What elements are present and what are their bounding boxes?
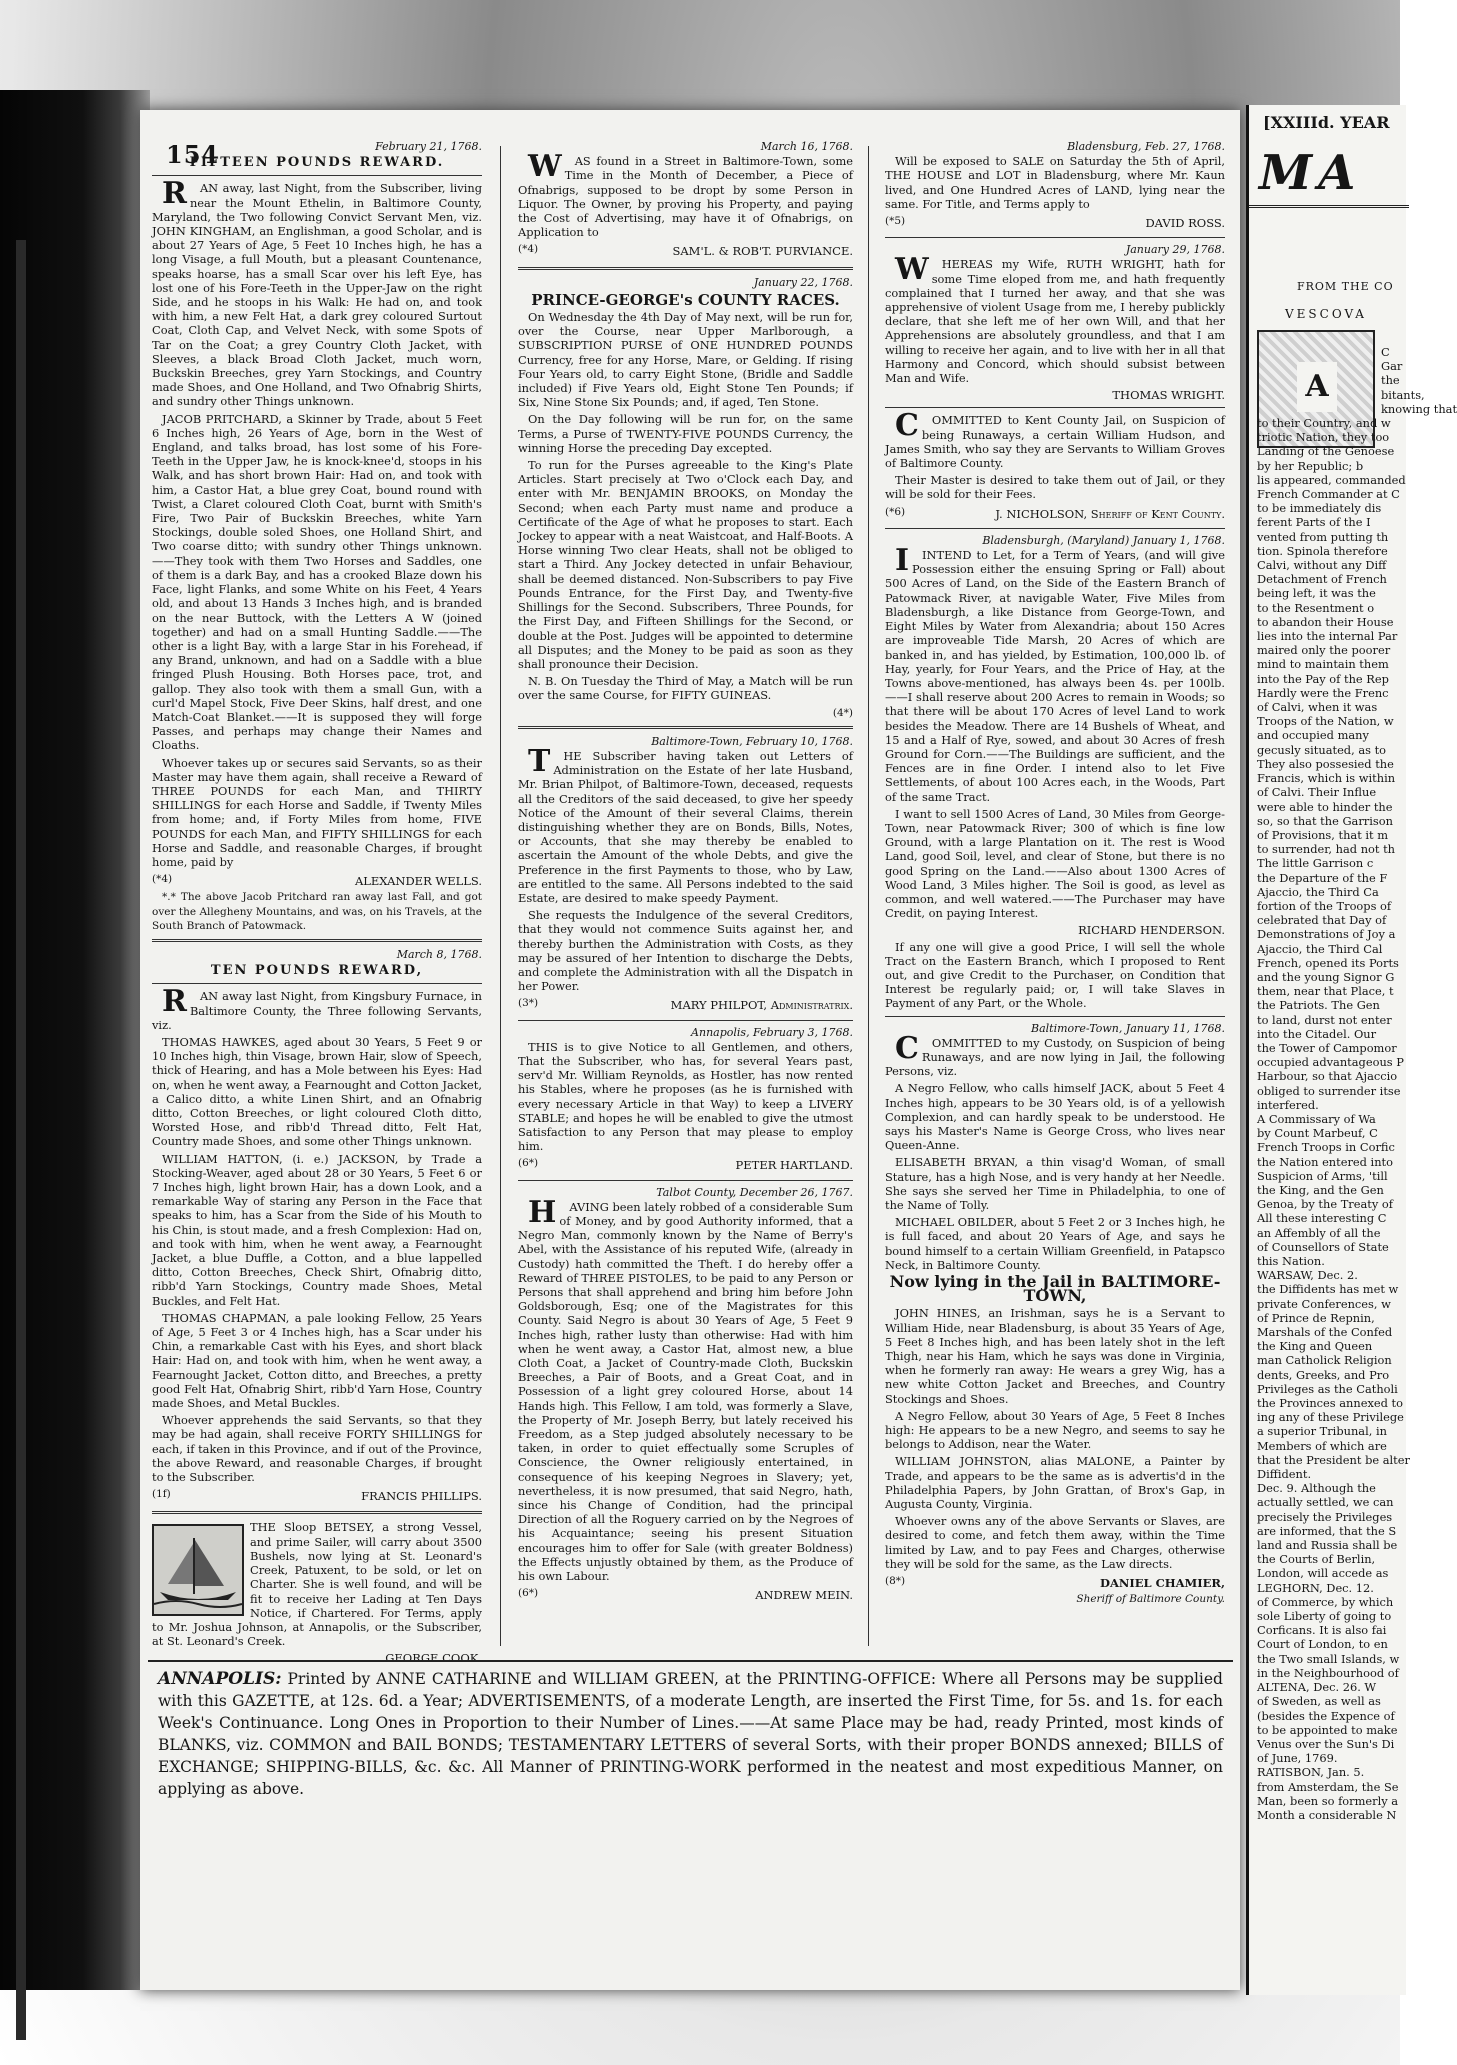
ad-body: THE Subscriber having taken out Letters of Administration on the Estate of her late Husband, Mr. Brian Philpot, of Baltimore-Town, deceased, requests all the Creditors of the said deceased, to give her speedy Notice of the Amount of their several Claims, therein distinguishing whether they are on Bonds, Bills, Notes, or Accounts, that she may thereby be enabled to ascertain the Amount of the whole Debts, and give the Preference in the first Payments to those, who by Law, are entitled to the same. All Persons indebted to the said Estate, are desired to make speedy Payment.: [518, 743, 853, 905]
facing-page-line: French Commander at C: [1257, 487, 1400, 502]
facing-page-line: ferent Parts of the I: [1257, 515, 1371, 530]
ad-date: Baltimore-Town, February 10, 1768.: [651, 734, 853, 748]
facing-page-line: the Diffidents has met w: [1257, 1282, 1399, 1297]
divider: [518, 1020, 853, 1021]
facing-page-line: Ajaccio, the Third Cal: [1257, 941, 1383, 956]
ad-mark: (6*): [518, 1157, 539, 1170]
ad-mark: (*5): [885, 215, 906, 228]
facing-page-line: Francis, which is within: [1257, 771, 1396, 786]
ad-mark: (*6): [885, 505, 906, 518]
facing-page-line: LEGHORN, Dec. 12.: [1257, 1580, 1374, 1595]
facing-page-line: of June, 1769.: [1257, 1751, 1338, 1766]
ad-signature: FRANCIS PHILLIPS.: [361, 1489, 482, 1504]
facing-page-line: an Affembly of all the: [1257, 1225, 1381, 1240]
ad-mark: (*4): [518, 243, 539, 256]
divider: [1249, 205, 1409, 208]
facing-page-line: Venus over the Sun's Di: [1257, 1736, 1395, 1751]
facing-page-line: French Troops in Corfic: [1257, 1140, 1395, 1155]
facing-page-line: in the Neighbourhood of: [1257, 1665, 1399, 1680]
ad-signature: DANIEL CHAMIER,: [1099, 1576, 1225, 1591]
facing-page-line: Dec. 9. Although the: [1257, 1481, 1376, 1496]
ad-mark: (3*): [518, 997, 539, 1010]
ad-date: February 21, 1768.: [375, 140, 482, 153]
facing-page-line: RATISBON, Jan. 5.: [1257, 1765, 1365, 1780]
column-rule-1: [500, 146, 501, 1646]
facing-page-line: to be appointed to make: [1257, 1722, 1398, 1737]
page-number: 154: [166, 140, 220, 169]
facing-page-line: to surrender, had not th: [1257, 842, 1396, 857]
ship-icon: [154, 1526, 242, 1614]
facing-page-line: Diffident.: [1257, 1467, 1312, 1482]
facing-page-line: Suspicion of Arms, 'till: [1257, 1168, 1388, 1183]
facing-page-line: French, opened its Ports: [1257, 955, 1399, 970]
ad-body: IINTEND to Let, for a Term of Years, (and will give Possession either the ensuing Spring or Fall) about 500 Acres of Land, on the Side of the Eastern Branch of Patowmack River, at navigable Water, Five Miles from Bladensburgh, a like Distance from George-Town, and Eight Miles by Water from Alexandria; about 150 Acres are improveable Tide Marsh, 20 Acres of which are banked in, and has yielded, by Estimation, 100,000 lb. of Hay, yearly, for Four Years, and the Price of Hay, at the Towns above-mentioned, has always been 4s. per 100lb.——I shall reserve about 200 Acres to remain in Woods; so that there will be about 170 Acres of level Land to work besides the Meadow. There are 14 Bushels of Wheat, and 15 and a Half of Rye, sowed, and about 30 Acres of fresh Ground for Corn.——The Buildings are sufficient, and the Fences are in fine Order. I intend also to let Five Settlements, of about 100 Acres each, in the Woods, Part of the same Tract.: [885, 543, 1225, 804]
facing-page-line: to be immediately dis: [1257, 501, 1382, 516]
facing-page-line: obliged to surrender itse: [1257, 1083, 1401, 1098]
ad-date: March 16, 1768.: [760, 140, 853, 153]
facing-page-line: Ajaccio, the Third Ca: [1257, 884, 1379, 899]
ad-body: HAVING been lately robbed of a considerable Sum of Money, and by good Authority informed, that a Negro Man, commonly known by the Name of Berry's Abel, with the Assistance of his reputed Wife, (already in Custody) hath committed the Theft. I do hereby offer a Reward of THREE PISTOLES, to be paid to any Person or Persons that shall apprehend and bring him before John Goldsborough, Esq; one of the Magistrates for this County. Said Negro is about 30 Years of Age, 5 Feet 9 Inches high, rather lusty than otherwise: Had with him when he went away, a Castor Hat, almost new, a blue Cloth Coat, a Jacket of Country-made Cloth, Buckskin Breeches, a Pair of Boots, and a Great Coat, and in Possession of a light grey coloured Horse, about 14 Hands high. This Fellow, I am told, was formerly a Slave, the Property of Mr. Joseph Berry, but lately received his Freedom, as a Step judged absolutely necessary to be taken, in order to quiet effectually some Scruples of Conscience, the Owner religiously entertained, in consequence of his keeping Negroes in Slavery; yet, nevertheless, it is now presumed, that said Negro, hath, since his Change of Condition, had the principal Direction of all the Roguery carried on by the Negroes of his Acquaintance; seeing his present Situation encourages him to offer for Sale (with greater Boldness) the Effects unjustly obtained by them, as the Produce of his own Labour.: [518, 1194, 853, 1584]
newspaper-page: [140, 110, 1240, 1990]
ad-body: JOHN HINES, an Irishman, says he is a Servant to William Hide, near Bladensburg, is about 35 Years of Age, 5 Feet 8 Inches high, and has been lately shot in the left Thigh, near his Ham, which he says was done in Virginia, when he formerly ran away: He wears a grey Wig, has a new white Cotton Jacket and Breeches, and Country Stockings and Shoes.: [885, 1306, 1225, 1406]
facing-page-line: this Nation.: [1257, 1254, 1325, 1268]
ad-date: Annapolis, February 3, 1768.: [691, 1025, 853, 1039]
facing-page-line: Detachment of French: [1257, 572, 1387, 587]
facing-page-line: Landing of the Genoese: [1257, 444, 1395, 459]
ad-signature: THOMAS WRIGHT.: [1112, 388, 1225, 403]
column-1: [152, 140, 482, 1666]
ad-signature: SAM'L. & ROB'T. PURVIANCE.: [672, 244, 853, 259]
facing-page-line: Harbour, so that Ajaccio: [1257, 1069, 1398, 1084]
ad-body: MICHAEL OBILDER, about 5 Feet 2 or 3 Inches high, he is full faced, and about 20 Years of Age, and says he bound himself to a certain William Greenfield, in Patapsco Neck, in Baltimore County.: [885, 1215, 1225, 1272]
column-rule-2: [868, 146, 869, 1646]
facing-page-line: the Nation entered into: [1257, 1154, 1393, 1169]
facing-page-line: and occupied many: [1257, 728, 1369, 743]
facing-page-line: of Commerce, by which: [1257, 1594, 1394, 1609]
facing-page-line: that the President be alter: [1257, 1452, 1410, 1467]
facing-page-line: of Provisions, that it m: [1257, 827, 1389, 842]
facing-page-line: Man, been so formerly a: [1257, 1793, 1399, 1808]
facing-page-line: of Sweden, as well as: [1257, 1694, 1381, 1709]
ad-date: March 8, 1768.: [396, 947, 482, 961]
facing-page-line: the: [1381, 373, 1400, 388]
facing-page-line: London, will accede as: [1257, 1566, 1389, 1581]
facing-page-line: lis appeared, commanded: [1257, 472, 1406, 487]
facing-page-line: the Tower of Campomor: [1257, 1040, 1397, 1055]
facing-page-line: them, near that Place, t: [1257, 984, 1394, 999]
facing-page-line: ing any of these Privilege: [1257, 1410, 1404, 1425]
facing-page: [1246, 105, 1457, 1995]
facing-page-line: Court of London, to en: [1257, 1637, 1388, 1652]
ad-body: THOMAS CHAPMAN, a pale looking Fellow, 25 Years of Age, 5 Feet 3 or 4 Inches high, has a Scar under his Chin, a remarkable Cast with his Eyes, and short black Hair: Had on, and took with him, when he went away, a Fearnought Jacket, Cotton ditto, and Breeches, a pretty good Felt Hat, Ofnabrig Shirt, ribb'd Yarn Hose, Country made Shoes, and Metal Buckles.: [152, 1310, 482, 1411]
ad-date: Baltimore-Town, January 11, 1768.: [1031, 1021, 1225, 1035]
facing-page-line: to the Resentment o: [1257, 600, 1375, 615]
ad-date: Talbot County, December 26, 1767.: [656, 1185, 853, 1199]
facing-page-line: All these interesting C: [1257, 1211, 1387, 1226]
facing-page-line: triotic Nation, they too: [1257, 430, 1390, 445]
facing-page-line: mind to maintain them: [1257, 657, 1389, 672]
ad-signature: ANDREW MEIN.: [755, 1588, 853, 1603]
divider: [885, 528, 1225, 529]
column-3: [885, 140, 1225, 1660]
facing-page-line: to land, durst not enter: [1257, 1012, 1392, 1027]
divider: [152, 1511, 482, 1514]
facing-page-line: Corficans. It is also fai: [1257, 1623, 1387, 1638]
facing-page-line: fortion of the Troops of: [1257, 898, 1392, 913]
ad-body: Their Master is desired to take them out of Jail, or they will be sold for their Fees.: [885, 473, 1225, 502]
facing-page-line: maired only the poorer: [1257, 643, 1391, 658]
facing-page-line: man Catholick Religion: [1257, 1353, 1392, 1368]
facing-page-line: Members of which are: [1257, 1438, 1387, 1453]
facing-page-year: [XXIIId. YEAR: [1263, 113, 1390, 132]
ad-body: COMMITTED to my Custody, on Suspicion of being Runaways, and are now lying in Jail, the following Persons, viz.: [885, 1030, 1225, 1079]
ship-woodcut: [152, 1524, 244, 1616]
divider: [518, 726, 853, 729]
facing-page-line: being left, it was the: [1257, 586, 1376, 601]
facing-page-line: C: [1381, 345, 1390, 359]
facing-page-line: private Conferences, w: [1257, 1296, 1391, 1311]
facing-page-line: tion. Spinola therefore: [1257, 543, 1388, 558]
facing-page-line: sole Liberty of going to: [1257, 1609, 1392, 1624]
ad-body: THE Sloop BETSEY, a strong Vessel, and prime Sailer, will carry about 3500 Bushels, now lying at St. Leonard's Creek, Patuxent, to be sold, or let on Charter. She is well found, and will be fit to receive her Lading at Ten Days Notice, if Chartered. For Terms, apply to Mr. Joshua Johnson, at Annapolis, or the Subscriber, at St. Leonard's Creek.: [152, 1520, 482, 1649]
divider: [885, 407, 1225, 408]
divider: [885, 237, 1225, 238]
facing-page-line: lies into the internal Par: [1257, 629, 1398, 644]
ad-body: A Negro Fellow, about 30 Years of Age, 5 Feet 8 Inches high: He appears to be a new Negro, and seems to say he belongs to Addison, near the Water.: [885, 1408, 1225, 1452]
facing-page-line: Genoa, by the Treaty of: [1257, 1197, 1393, 1212]
ad-body: Will be exposed to SALE on Saturday the 5th of April, THE HOUSE and LOT in Bladensburg, where Mr. Kaun lived, and One Hundred Acres of LAND, lying near the same. For Title, and Terms apply to: [885, 154, 1225, 211]
imprint-lead: ANNAPOLIS:: [158, 1669, 282, 1689]
ad-signature: GEORGE COOK.: [385, 1651, 482, 1666]
facing-page-line: bitants,: [1381, 387, 1425, 402]
ad-body: RAN away, last Night, from the Subscriber, living near the Mount Ethelin, in Baltimore County, Maryland, the Two following Convict Servant Men, viz. JOHN KINGHAM, an Englishman, a good Scholar, and is about 27 Years of Age, 5 Feet 10 Inches high, he has a long Visage, a full Mouth, but a pleasant Countenance, speaks hoarse, has a small Scar over his left Eye, has lost one of his Fore-Teeth in the Upper-Jaw on the right Side, and he stoops in his Walk: He had on, and took with him, a new Felt Hat, a dark grey coloured Surtout Coat, Cloth Cap, and Velvet Neck, with some Spots of Tar on the Coat; a grey Country Cloth Jacket, with Sleeves, a black Broad Cloth Jacket, much worn, Buckskin Breeches, grey Yarn Stockings, and Country made Shoes, and One Holland, and Two Ofnabrig Shirts, and sundry other Things unknown.: [152, 176, 482, 409]
ornamental-initial-letter: A: [1297, 362, 1337, 412]
facing-page-line: Privileges as the Catholi: [1257, 1381, 1398, 1396]
ad-body: To run for the Purses agreeable to the King's Plate Articles. Start precisely at Two o'Clock each Day, and enter with Mr. BENJAMIN BROOKS, on Monday the Second; when each Party must name and produce a Certificate of the Age of what he proposes to start. Each Jockey to appear with a neat Waistcoat, and Half-Boots. A Horse winning Two clear Heats, shall not be obliged to start a Third. Any Jockey detected in unfair Behaviour, shall be deemed distanced. Non-Subscribers to pay Five Pounds Entrance, for the First Day, and Twenty-five Shillings for the Second. Subscribers, Three Pounds, for the First Day, and Fifteen Shillings for the Second, or double at the Post. Judges will be appointed to determine all Disputes; and the Money to be paid as soon as they shall pronounce their Decision.: [518, 458, 853, 671]
ad-body: WILLIAM JOHNSTON, alias MALONE, a Painter by Trade, and appears to be the same as is advertis'd in the Philadelphia Papers, by John Grattan, of Brox's Gap, in Augusta County, Virginia.: [885, 1454, 1225, 1512]
ad-signature: RICHARD HENDERSON.: [1078, 923, 1225, 938]
facing-page-line: Troops of the Nation, w: [1257, 714, 1394, 729]
facing-page-line: interfered.: [1257, 1097, 1319, 1112]
facing-page-line: the Courts of Berlin,: [1257, 1552, 1376, 1567]
ad-date: January 22, 1768.: [753, 275, 853, 289]
facing-page-line: the Departure of the F: [1257, 870, 1388, 885]
facing-page-line: dents, Greeks, and Pro: [1257, 1367, 1390, 1382]
facing-page-line: by Count Marbeuf, C: [1257, 1126, 1378, 1141]
ad-note: *.* The above Jacob Pritchard ran away last Fall, and got over the Allegheny Mountains, and was, on his Travels, at the South Branch of Patowmack.: [152, 891, 482, 932]
ad-mark: (8*): [885, 1575, 906, 1588]
ad-date: Bladensburg, Feb. 27, 1768.: [1067, 140, 1225, 153]
ad-body: WILLIAM HATTON, (i. e.) JACKSON, by Trade a Stocking-Weaver, aged about 28 or 30 Years, 5 Feet 6 or 7 Inches high, light brown Hair, has a down Look, and a remarkable Way of staring any Person in the Face that speaks to him, has a Scar from the Side of his Mouth to his Chin, is stout made, and a fresh Complexion: Had on, and took with him, when he went away, a Fearnought Jacket, a blue Duffle, a Cotton, and a blue lappelled ditto, Cotton Breeches, Check Shirt, Ofnabrig ditto, ribb'd Yarn Stockings, Country made Shoes, Metal Buckles, and Felt Hat.: [152, 1151, 482, 1308]
column-2: [518, 140, 853, 1660]
facing-page-line: the Two small Islands, w: [1257, 1651, 1400, 1666]
facing-page-line: a superior Tribunal, in: [1257, 1424, 1387, 1439]
facing-page-line: celebrated that Day of: [1257, 913, 1387, 928]
ad-body: Whoever takes up or secures said Servants, so as their Master may have them again, shall receive a Reward of THREE POUNDS for each Man, and THIRTY SHILLINGS for each Horse and Saddle, if Twenty Miles from home; and, if Forty Miles from home, FIVE POUNDS for each Man, and FIFTY SHILLINGS for each Horse and Saddle, and reasonable Charges, if brought home, paid by: [152, 755, 482, 869]
ad-body: Whoever apprehends the said Servants, so that they may be had again, shall receive FORTY SHILLINGS for each, if taken in this Province, and if out of the Province, the above Reward, and reasonable Charges, if brought to the Subscriber.: [152, 1413, 482, 1485]
ad-body: If any one will give a good Price, I will sell the whole Tract on the Eastern Branch, which I proposed to Rent out, and give Credit to the Purchaser, on Condition that Interest be regularly paid; or, I will take Slaves in Payment of any Part, or the Whole.: [885, 939, 1225, 1011]
facing-page-line: ALTENA, Dec. 26. W: [1257, 1680, 1377, 1695]
ad-heading: TEN POUNDS REWARD,: [210, 963, 424, 979]
facing-page-line: were able to hinder the: [1257, 799, 1393, 814]
facing-page-line: to their Country, and w: [1257, 416, 1391, 431]
divider: [152, 983, 482, 984]
divider: [152, 175, 482, 176]
book-binding-shadow: [0, 90, 150, 1990]
facing-page-dateline: FROM THE CO: [1297, 280, 1394, 293]
facing-page-line: of Calvi, when it was: [1257, 700, 1378, 715]
facing-page-heading: VESCOVA: [1285, 307, 1367, 321]
facing-page-line: and the young Signor G: [1257, 969, 1395, 984]
facing-page-line: of Calvi. Their Influe: [1257, 785, 1377, 800]
divider: [518, 267, 853, 270]
facing-page-line: precisely the Privileges: [1257, 1509, 1393, 1524]
ad-heading: PRINCE-GEORGE's COUNTY RACES.: [531, 290, 840, 309]
facing-page-line: actually settled, we can: [1257, 1495, 1394, 1510]
facing-page-line: land and Russia shall be: [1257, 1538, 1398, 1553]
ad-signature-title: Sheriff of Baltimore County.: [1076, 1593, 1225, 1606]
ad-heading: Now lying in the Jail in BALTIMORE-TOWN,: [889, 1272, 1221, 1306]
ad-body: THIS is to give Notice to all Gentlemen, and others, That the Subscriber, who has, for several Years past, serv'd Mr. William Reynolds, as Hostler, has now rented his Stables, where he proposes (as he is furnished with every necessary Article in that Way) to keep a LIVERY STABLE; and hopes he will be enabled to give the utmost Satisfaction to any Person that may please to employ him.: [518, 1039, 853, 1154]
facing-page-line: of Prince de Repnin,: [1257, 1310, 1375, 1325]
ad-body: JACOB PRITCHARD, a Skinner by Trade, about 5 Feet 6 Inches high, 26 Years of Age, born in the West of England, and talks broad, has lost some of his Fore-Teeth in the Upper Jaw, he is knock-knee'd, stoops in his Walk, and has short brown Hair: Had on, and took with him, a Castor Hat, a blue grey Coat, bound round with Twist, a Claret coloured Cloth Coat, burnt with Smith's Fire, Two Pair of Buckskin Breeches, white Yarn Stockings, double soled Shoes, one Holland Shirt, and Two coarse ditto; with sundry other Things unknown.——They took with them Two Horses and Saddles, one of them is a dark Bay, and has a crooked Blaze down his Face, light Flanks, and some White on his Feet, 4 Years old, and about 13 Hands 3 Inches high, and is branded on the near Buttock, with the Letters A W (joined together) and had on a small Hunting Saddle.——The other is a light Bay, with a large Star in his Forehead, if any Brand, unknown, and had on a Saddle with a blue fringed Plush Housing. Both Horses pace, trot, and gallop. They also took with them a small Gun, with a curl'd Mapel Stock, Five Deer Skins, half drest, and one Match-Coat Blanket.——It is supposed they will forge Passes, and perhaps may change their Names and Cloaths.: [152, 411, 482, 753]
facing-page-line: A Commissary of Wa: [1257, 1111, 1376, 1126]
facing-page-line: The little Garrison c: [1257, 856, 1374, 871]
ad-body: She requests the Indulgence of the several Creditors, that they would not commence Suits against her, and thereby burthen the Administration with Costs, as they may be assured of her Intention to discharge the Debts, and complete the Administration with all the Dispatch in her Power.: [518, 908, 853, 994]
facing-page-line: (besides the Expence of: [1257, 1708, 1395, 1723]
facing-page-masthead: MA: [1259, 145, 1362, 201]
binding-edge: [16, 240, 26, 2040]
facing-page-line: the Provinces annexed to: [1257, 1396, 1403, 1411]
ad-date: January 29, 1768.: [1125, 243, 1225, 257]
ad-body: I want to sell 1500 Acres of Land, 30 Miles from George-Town, near Patowmack River; 300 of which is fine low Ground, with a large Plantation on it. The rest is Wood Land, good Soil, level, and clear of Stone, but there is no good Spring on the Land.——Also about 1300 Acres of Wood Land, 3 Miles higher. The Soil is good, as level as common, and well watered.——The Purchaser may have Credit, on paying Interest.: [885, 806, 1225, 921]
ad-signature: ALEXANDER WELLS.: [354, 874, 482, 889]
ad-body: A Negro Fellow, who calls himself JACK, about 5 Feet 4 Inches high, appears to be 30 Years old, is of a yellowish Complexion, and can hardly speak to be understood. He says his Master's Name is George Cross, who lives near Queen-Anne.: [885, 1081, 1225, 1153]
facing-page-line: the King and Queen: [1257, 1339, 1373, 1354]
ad-body: N. B. On Tuesday the Third of May, a Match will be run over the same Course, for FIFTY GUINEAS.: [518, 674, 853, 703]
facing-page-line: They also possesied the: [1257, 756, 1394, 771]
ad-signature: J. NICHOLSON, Sheriff of Kent County.: [995, 506, 1225, 521]
divider: [885, 1016, 1225, 1017]
ad-signature: DAVID ROSS.: [1145, 216, 1225, 231]
ad-mark: (6*): [518, 1587, 539, 1600]
facing-page-line: are informed, that the S: [1257, 1523, 1397, 1538]
facing-page-line: Hardly were the Frenc: [1257, 685, 1389, 700]
facing-page-line: Month a considerable N: [1257, 1807, 1397, 1822]
ad-body: RAN away last Night, from Kingsbury Furnace, in Baltimore County, the Three following Servants, viz.: [152, 984, 482, 1032]
facing-page-line: to abandon their House: [1257, 614, 1394, 629]
divider: [518, 1180, 853, 1181]
ad-signature: PETER HARTLAND.: [735, 1158, 853, 1173]
divider: [152, 939, 482, 942]
facing-page-line: from Amsterdam, the Se: [1257, 1779, 1399, 1794]
ad-body: COMMITTED to Kent County Jail, on Suspicion of being Runaways, a certain William Hudson, and James Smith, who say they are Servants to William Groves of Baltimore County.: [885, 408, 1225, 471]
facing-page-line: WARSAW, Dec. 2.: [1257, 1268, 1358, 1283]
facing-page-line: Calvi, without any Diff: [1257, 558, 1387, 573]
facing-page-line: of Counsellors of State: [1257, 1239, 1389, 1254]
ad-heading: FIFTEEN POUNDS REWARD.: [189, 155, 445, 171]
ad-body: ELISABETH BRYAN, a thin visag'd Woman, of small Stature, has a high Nose, and is very handy at her Needle. She says she served her Time in Philadelphia, to one of the Name of Tolly.: [885, 1155, 1225, 1213]
facing-page-line: by her Republic; b: [1257, 458, 1364, 473]
ad-signature: MARY PHILPOT, Administratrix.: [670, 998, 853, 1013]
facing-page-line: vented from putting th: [1257, 529, 1389, 544]
facing-page-text: [1257, 345, 1457, 1985]
facing-page-line: knowing that: [1381, 401, 1457, 416]
ad-mark: (4*): [832, 706, 853, 719]
facing-page-line: the King, and the Gen: [1257, 1182, 1384, 1197]
ad-date: Bladensburgh, (Maryland) January 1, 1768.: [982, 533, 1225, 547]
printer-imprint: [148, 1660, 1233, 1805]
ad-mark: (*4): [152, 873, 173, 886]
ad-body: WHEREAS my Wife, RUTH WRIGHT, hath for some Time eloped from me, and hath frequently complained that I turned her away, and that she was apprehensive of violent Usage from me, I hereby publickly declare, that she left me of her own Will, and that her Apprehensions are absolutely groundless, and that I am willing to receive her again, and to live with her in all that Harmony and Concord, which should subsist between Man and Wife.: [885, 252, 1225, 386]
facing-page-line: Marshals of the Confed: [1257, 1325, 1393, 1340]
facing-page-line: into the Pay of the Rep: [1257, 671, 1389, 686]
facing-page-line: gecusly situated, as to: [1257, 742, 1387, 757]
facing-page-line: Gar: [1381, 359, 1403, 374]
imprint-text: Printed by ANNE CATHARINE and WILLIAM GREEN, at the PRINTING-OFFICE: Where all Persons may be supplied with this GAZETTE, at 12s. 6d. a Year; ADVERTISEMENTS, of a moderate Length, are inserted the First Time, for 5s. and 1s. for each Week's Continuance. Long Ones in Proportion to their Number of Lines.——At same Place may be had, ready Printed, most kinds of BLANKS, viz. COMMON and BAIL BONDS; TESTAMENTARY LETTERS of several Sorts, with their proper BONDS annexed; BILLS of EXCHANGE; SHIPPING-BILLS, &c. &c. All Manner of PRINTING-WORK performed in the neatest and most expeditious Manner, on applying as above.: [158, 1670, 1223, 1798]
facing-page-line: the Patriots. The Gen: [1257, 998, 1380, 1013]
facing-page-line: Demonstrations of Joy a: [1257, 927, 1396, 942]
ad-body: On Wednesday the 4th Day of May next, will be run for, over the Course, near Upper Marlborough, a SUBSCRIPTION PURSE of ONE HUNDRED POUNDS Currency, free for any Horse, Mare, or Gelding. If rising Four Years old, to carry Eight Stone, (Bridle and Saddle included) if Five Years old, Eight Stone Ten Pounds; if Six, Nine Stone Six Pounds; and, if aged, Ten Stone.: [518, 310, 853, 410]
ad-body: THOMAS HAWKES, aged about 30 Years, 5 Feet 9 or 10 Inches high, thin Visage, brown Hair, slow of Speech, thick of Hearing, and has a Mole between his Eyes: Had on, when he went away, a Fearnought and Cotton Jacket, a Calico ditto, a white Linen Shirt, and an Ofnabrig ditto, Cotton Breeches, or light coloured Cloth ditto, Worsted Hose, and ribb'd Thread ditto, Felt Hat, Country made Shoes, and some other Things unknown.: [152, 1034, 482, 1149]
facing-page-line: into the Citadel. Our: [1257, 1026, 1377, 1041]
ad-mark: (1f): [152, 1488, 171, 1501]
ad-body: WAS found in a Street in Baltimore-Town, some Time in the Month of December, a Piece of Ofnabrigs, supposed to be dropt by some Person in Liquor. The Owner, by proving his Property, and paying the Cost of Advertising, may have it of Ofnabrigs, on Application to: [518, 149, 853, 240]
ad-body: Whoever owns any of the above Servants or Slaves, are desired to come, and fetch them away, within the Time limited by Law, and to pay Fees and Charges, otherwise they will be sold for the same, as the Law directs.: [885, 1514, 1225, 1571]
ad-body: On the Day following will be run for, on the same Terms, a Purse of TWENTY-FIVE POUNDS Currency, the winning Horse the preceding Day excepted.: [518, 412, 853, 455]
facing-page-line: occupied advantageous P: [1257, 1055, 1404, 1070]
facing-page-line: so, so that the Garrison: [1257, 813, 1393, 828]
